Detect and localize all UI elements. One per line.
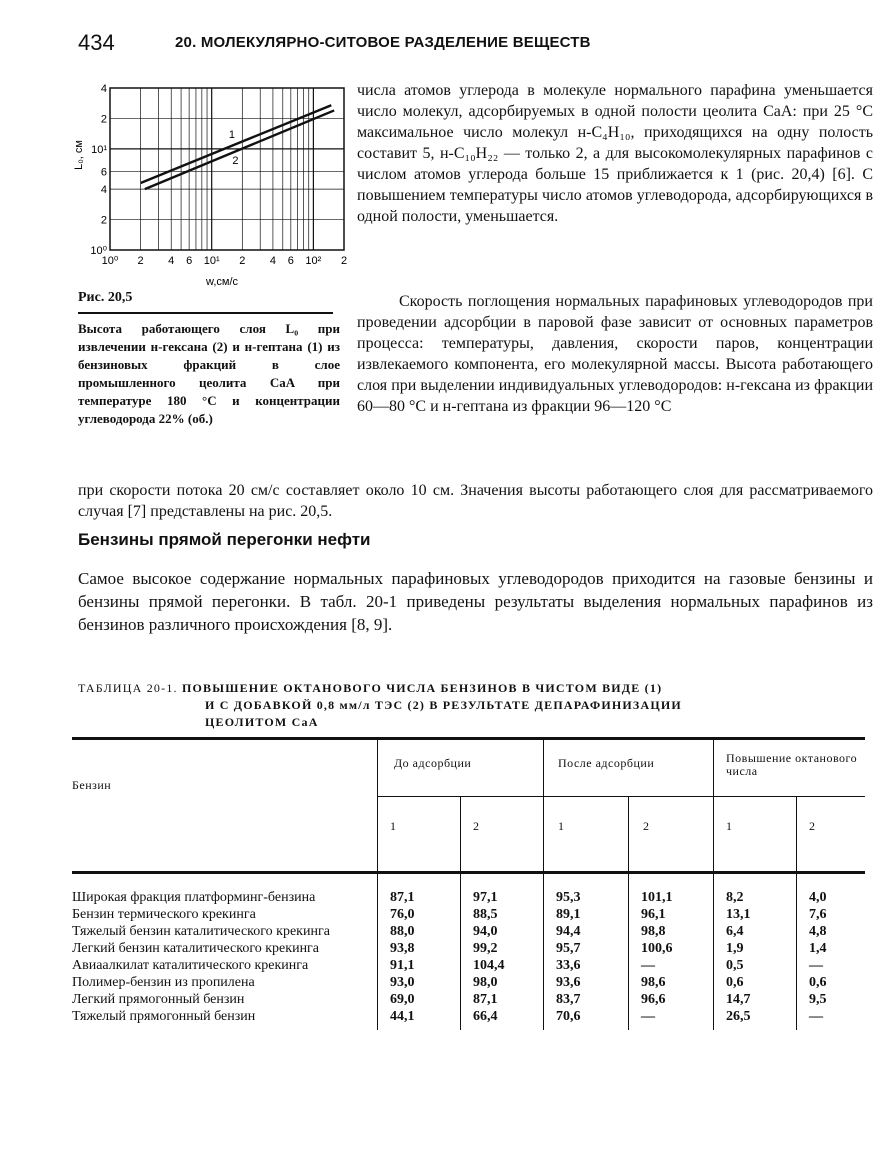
y-tick-label: 4 — [100, 83, 107, 95]
paragraph-2-continuation: при скорости потока 20 см/с составляет около 10 см. Значения высоты работающего слоя для рассматриваемого случая [7] представлены на рис. 20,5. — [78, 482, 873, 520]
x-tick-label: 10¹ — [203, 255, 220, 267]
gasoline-name: Легкий прямогонный бензин — [72, 992, 245, 1007]
value-cell: 4,0 — [797, 873, 866, 906]
value-cell: 1,4 — [797, 939, 866, 956]
subheader-before-1: 1 — [378, 797, 461, 873]
table-row — [72, 939, 865, 956]
value-cell: 93,6 — [544, 973, 629, 990]
series-label-2: 2 — [232, 154, 239, 167]
y-tick-label: 4 — [100, 184, 107, 197]
value-cell: 88,5 — [461, 905, 544, 922]
table-caption-line-2: И С ДОБАВКОЙ 0,8 мм/л ТЭС (2) В РЕЗУЛЬТАТЕ ДЕПАРАФИНИЗАЦИИ — [205, 698, 682, 712]
value-cell: 1,9 — [714, 939, 797, 956]
table-caption — [78, 680, 873, 731]
x-tick-label: 4 — [269, 255, 276, 267]
table-row — [72, 905, 865, 922]
subheader-increase-2: 2 — [797, 797, 866, 873]
gasoline-name: Тяжелый прямогонный бензин — [72, 1009, 256, 1024]
subheader-increase-1: 1 — [714, 797, 797, 873]
value-cell: — — [629, 1007, 714, 1030]
x-tick-label: 6 — [287, 255, 294, 267]
y-tick-label: 10⁰ — [90, 245, 107, 257]
x-axis-label: w,см/с — [205, 276, 239, 288]
y-tick-labels — [90, 83, 107, 257]
value-cell: 0,5 — [714, 956, 797, 973]
page-number: 434 — [78, 30, 115, 55]
value-cell: 69,0 — [378, 990, 461, 1007]
value-cell: 33,6 — [544, 956, 629, 973]
paragraph-1: числа атомов углерода в молекуле нормального парафина уменьшается число молекул, адсорбируемых в одной полости цеолита CaA: при 25 °C максимальное число молекул н-C₄H₁₀, приходящихся на одну полость составит 5, н-C₁₀H₂₂ — только 2, а для высокомолекулярных парафинов с числом атомов углерода больше 15 приближается к 1 (рис. 20,4) [6]. С повышением температуры число атомов углеводорода, адсорбирующихся в одной полости, уменьшается. — [357, 82, 873, 225]
table-row — [72, 1007, 865, 1030]
section-title: Бензины прямой перегонки нефти — [78, 530, 371, 549]
table-row — [72, 956, 865, 973]
table-caption-label: ТАБЛИЦА 20-1. — [78, 681, 178, 695]
column-group-increase: Повышение октанового числа — [714, 739, 866, 797]
series-line-2 — [145, 110, 334, 189]
value-cell: 98,8 — [629, 922, 714, 939]
value-cell: 100,6 — [629, 939, 714, 956]
series-label-1: 1 — [228, 129, 236, 142]
table-row — [72, 973, 865, 990]
subheader-after-2: 2 — [629, 797, 714, 873]
subheader-before-2: 2 — [461, 797, 544, 873]
value-cell: 0,6 — [797, 973, 866, 990]
column-header-gasoline: Бензин — [72, 778, 112, 792]
value-cell: 76,0 — [378, 905, 461, 922]
value-cell: 0,6 — [714, 973, 797, 990]
value-cell: 66,4 — [461, 1007, 544, 1030]
value-cell: 97,1 — [461, 873, 544, 906]
value-cell: 14,7 — [714, 990, 797, 1007]
value-cell: 98,6 — [629, 973, 714, 990]
figure-caption: Высота работающего слоя L₀ при извлечении н-гексана (2) и н-гептана (1) из бензиновых фракций в слое промышленного цеолита CaA при температуре 180 °C и концентрации углеводорода 22% (об.) — [78, 321, 340, 426]
x-tick-label: 10⁰ — [101, 255, 119, 267]
value-cell: 9,5 — [797, 990, 866, 1007]
table-row — [72, 873, 865, 906]
chart-grid — [110, 88, 344, 250]
table-caption-line-1: ПОВЫШЕНИЕ ОКТАНОВОГО ЧИСЛА БЕНЗИНОВ В ЧИСТОМ ВИДЕ (1) — [181, 681, 663, 695]
value-cell: 4,8 — [797, 922, 866, 939]
chart-series — [141, 105, 335, 189]
x-tick-label: 2 — [239, 255, 246, 267]
value-cell: 94,0 — [461, 922, 544, 939]
table-row — [72, 990, 865, 1007]
x-tick-labels — [102, 255, 347, 267]
gasoline-name: Бензин термического крекинга — [72, 907, 256, 922]
gasoline-name: Полимер-бензин из пропилена — [72, 975, 255, 990]
value-cell: 93,8 — [378, 939, 461, 956]
value-cell: 89,1 — [544, 905, 629, 922]
value-cell: 26,5 — [714, 1007, 797, 1030]
value-cell: 6,4 — [714, 922, 797, 939]
value-cell: 104,4 — [461, 956, 544, 973]
y-tick-label: 10¹ — [91, 143, 107, 156]
value-cell: — — [629, 956, 714, 973]
value-cell: 87,1 — [378, 873, 461, 906]
x-tick-label: 2 — [340, 255, 348, 267]
value-cell: — — [797, 956, 866, 973]
table-caption-line-3: ЦЕОЛИТОМ CaA — [205, 715, 319, 729]
y-tick-label: 6 — [100, 166, 107, 179]
caption-divider — [78, 312, 333, 314]
value-cell: 44,1 — [378, 1007, 461, 1030]
gasoline-name: Тяжелый бензин каталитического крекинга — [72, 924, 330, 939]
value-cell: 87,1 — [461, 990, 544, 1007]
table-row — [72, 922, 865, 939]
column-group-after: После адсорбции — [544, 739, 714, 797]
running-head: 20. МОЛЕКУЛЯРНО-СИТОВОЕ РАЗДЕЛЕНИЕ ВЕЩЕСТВ — [175, 34, 591, 51]
x-tick-label: 6 — [186, 255, 193, 267]
paragraph-2: Скорость поглощения нормальных парафиновых углеводородов при проведении адсорбции в паровой фазе зависит от основных параметров процесса: температуры, давления, скорости паров, концентрации извлекаемого компонента, его молекулярной массы. Высота работающего слоя при выделении индивидуальных углеводородов: н-гексана из фракции 60—80 °C и н-гептана из фракции 96—120 °C — [357, 293, 873, 415]
paragraph-3: Самое высокое содержание нормальных парафиновых углеводородов приходится на газовые бензины и бензины прямой перегонки. В табл. 20-1 приведены результаты выделения нормальных парафинов из бензинов различного происхождения [8, 9]. — [78, 569, 873, 634]
y-axis-label: L₀, см — [73, 140, 85, 170]
y-tick-label: 2 — [100, 214, 107, 227]
subheader-after-1: 1 — [544, 797, 629, 873]
value-cell: — — [797, 1007, 866, 1030]
value-cell: 83,7 — [544, 990, 629, 1007]
value-cell: 94,4 — [544, 922, 629, 939]
value-cell: 13,1 — [714, 905, 797, 922]
value-cell: 101,1 — [629, 873, 714, 906]
octane-table — [72, 737, 865, 1030]
column-group-before: До адсорбции — [378, 739, 544, 797]
value-cell: 98,0 — [461, 973, 544, 990]
value-cell: 88,0 — [378, 922, 461, 939]
value-cell: 70,6 — [544, 1007, 629, 1030]
value-cell: 95,3 — [544, 873, 629, 906]
gasoline-name: Авиаалкилат каталитического крекинга — [72, 958, 309, 973]
value-cell: 91,1 — [378, 956, 461, 973]
x-tick-label: 2 — [137, 255, 144, 267]
gasoline-name: Широкая фракция платформинг-бензина — [72, 890, 316, 905]
x-tick-label: 4 — [168, 255, 175, 267]
value-cell: 99,2 — [461, 939, 544, 956]
value-cell: 96,6 — [629, 990, 714, 1007]
value-cell: 7,6 — [797, 905, 866, 922]
figure-20-5-chart — [72, 80, 352, 300]
figure-label: Рис. 20,5 — [78, 290, 133, 305]
value-cell: 95,7 — [544, 939, 629, 956]
x-tick-label: 10² — [305, 255, 322, 267]
value-cell: 93,0 — [378, 973, 461, 990]
value-cell: 8,2 — [714, 873, 797, 906]
value-cell: 96,1 — [629, 905, 714, 922]
y-tick-label: 2 — [100, 113, 107, 126]
gasoline-name: Легкий бензин каталитического крекинга — [72, 941, 320, 956]
